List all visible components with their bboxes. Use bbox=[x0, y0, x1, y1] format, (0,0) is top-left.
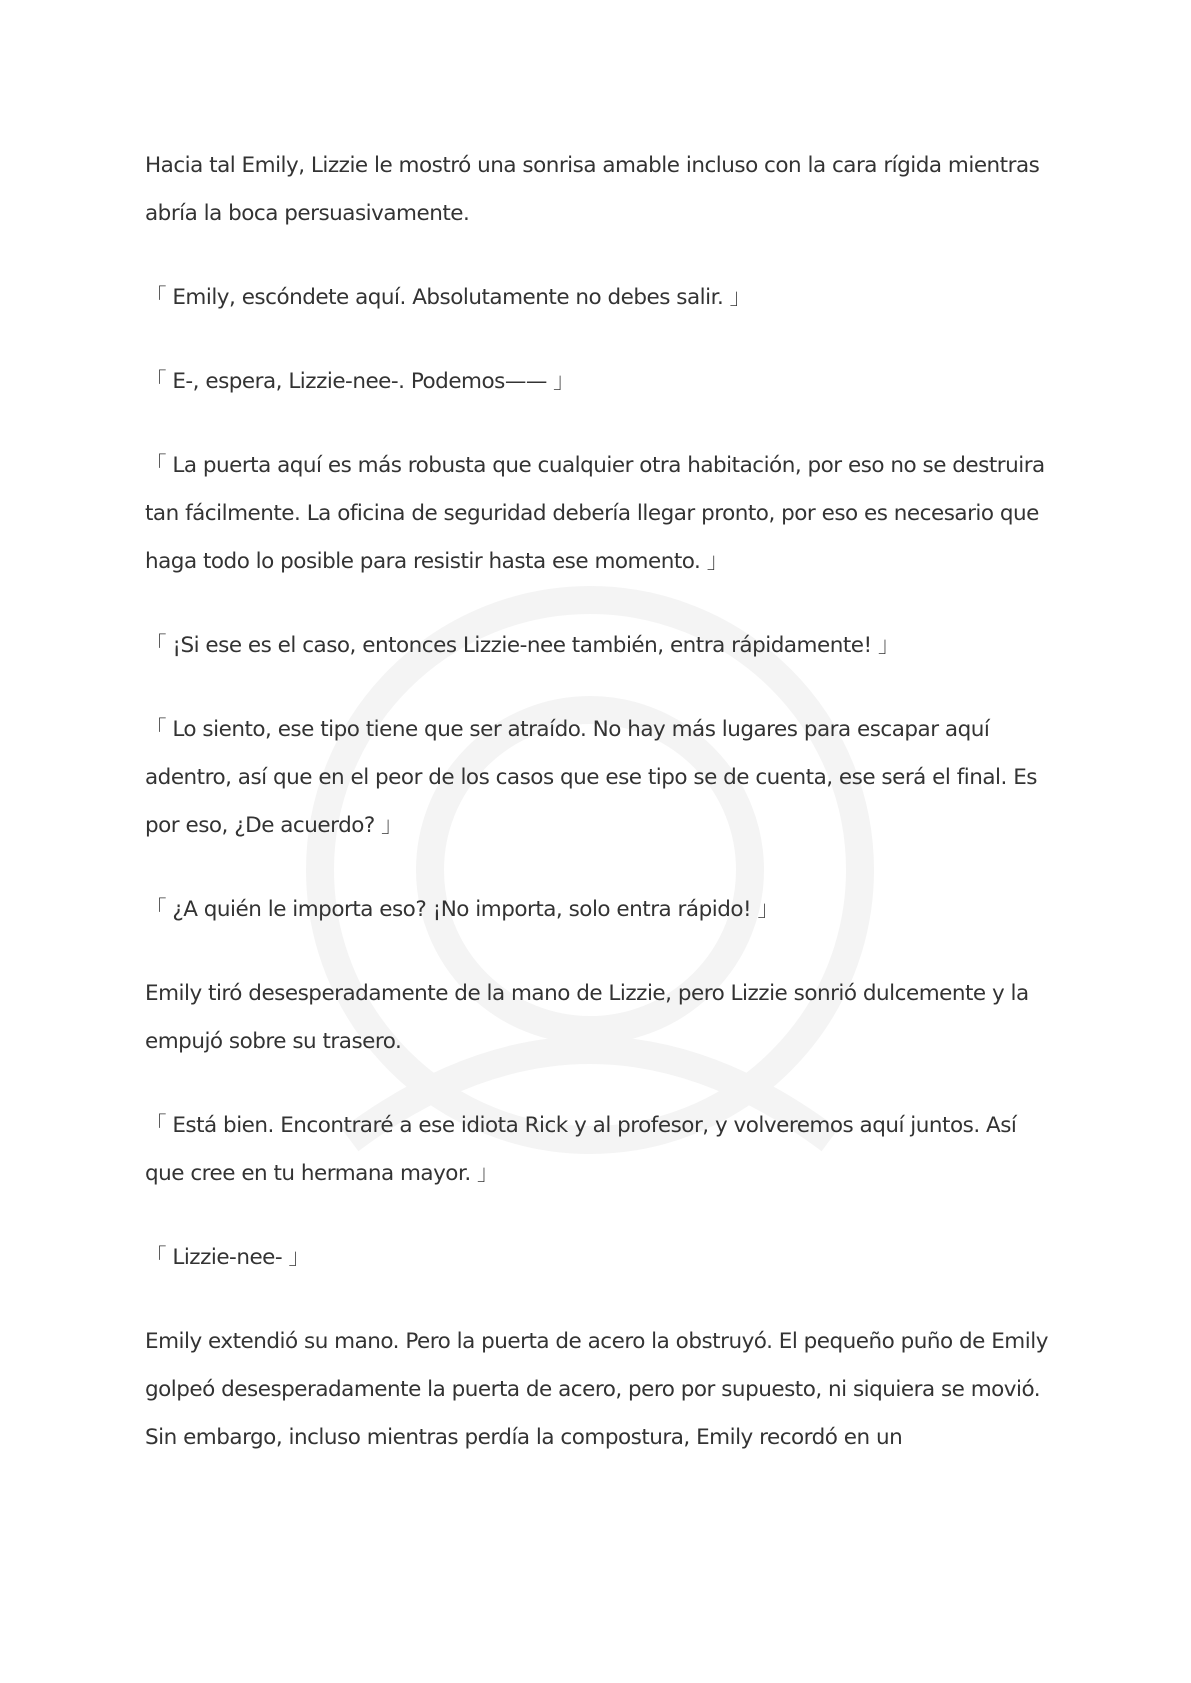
paragraph: Emily tiró desesperadamente de la mano de Lizzie, pero Lizzie sonrió dulcemente y la empujó sobre su trasero. bbox=[145, 981, 1029, 1054]
dialogue-line: 「 Lo siento, ese tipo tiene que ser atraído. No hay más lugares para escapar aquí adentro, así que en el peor de los casos que ese tipo se de cuenta, ese será el final. Es por eso, ¿De acuerdo? 」 bbox=[145, 717, 1037, 838]
document-body bbox=[145, 142, 1060, 1498]
paragraph: Emily extendió su mano. Pero la puerta de acero la obstruyó. El pequeño puño de Emily golpeó desesperadamente la puerta de acero, pero por supuesto, ni siquiera se movió. Sin embargo, incluso mientras perdía la compostura, Emily recordó en un bbox=[145, 1329, 1048, 1450]
dialogue-line: 「 ¡Si ese es el caso, entonces Lizzie-nee también, entra rápidamente! 」 bbox=[145, 633, 899, 658]
dialogue-line: 「 E-, espera, Lizzie-nee-. Podemos—— 」 bbox=[145, 369, 575, 394]
paragraph: Hacia tal Emily, Lizzie le mostró una sonrisa amable incluso con la cara rígida mientras abría la boca persuasivamente. bbox=[145, 153, 1040, 226]
dialogue-line: 「 Lizzie-nee- 」 bbox=[145, 1245, 310, 1270]
dialogue-line: 「 Emily, escóndete aquí. Absolutamente no debes salir. 」 bbox=[145, 285, 751, 310]
dialogue-line: 「 Está bien. Encontraré a ese idiota Rick y al profesor, y volveremos aquí juntos. Así que cree en tu hermana mayor. 」 bbox=[145, 1113, 1017, 1186]
dialogue-line: 「 La puerta aquí es más robusta que cualquier otra habitación, por eso no se destruira tan fácilmente. La oficina de seguridad debería llegar pronto, por eso es necesario que haga todo lo posible para resistir hasta ese momento. 」 bbox=[145, 453, 1045, 574]
dialogue-line: 「 ¿A quién le importa eso? ¡No importa, solo entra rápido! 」 bbox=[145, 897, 779, 922]
